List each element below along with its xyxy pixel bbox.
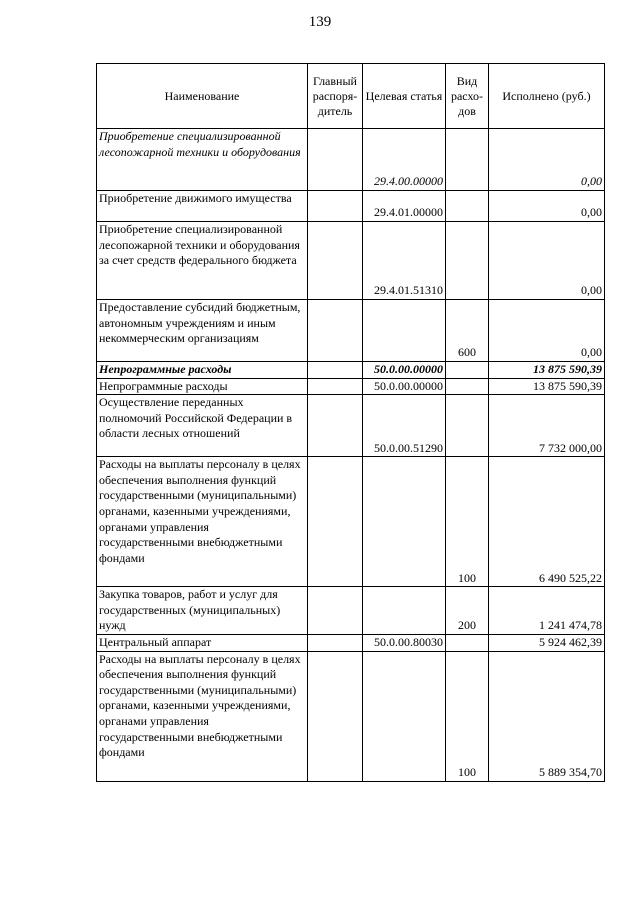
row-manager-cell — [308, 587, 363, 635]
row-manager-cell — [308, 222, 363, 300]
table-row — [97, 378, 605, 395]
row-kind-cell: 100 — [446, 651, 489, 781]
budget-table — [96, 63, 605, 782]
row-amount-cell: 0,00 — [489, 300, 605, 362]
row-amount-cell: 13 875 590,39 — [489, 362, 605, 379]
row-code-cell — [363, 457, 446, 587]
row-name-cell: Приобретение специализированной лесопожарной техники и оборудования — [97, 129, 308, 191]
row-name-cell: Осуществление переданных полномочий Российской Федерации в области лесных отношений — [97, 395, 308, 457]
row-amount-cell: 0,00 — [489, 129, 605, 191]
row-kind-cell — [446, 362, 489, 379]
table-row — [97, 634, 605, 651]
row-code-cell: 29.4.01.00000 — [363, 191, 446, 222]
row-manager-cell — [308, 634, 363, 651]
row-name-cell: Приобретение специализированной лесопожарной техники и оборудования за счет средств федерального бюджета — [97, 222, 308, 300]
row-amount-cell: 0,00 — [489, 191, 605, 222]
row-code-cell: 50.0.00.00000 — [363, 362, 446, 379]
header-amount: Исполнено (руб.) — [489, 64, 605, 129]
table-row — [97, 129, 605, 191]
row-code-cell — [363, 651, 446, 781]
row-kind-cell — [446, 129, 489, 191]
row-code-cell: 50.0.00.51290 — [363, 395, 446, 457]
row-manager-cell — [308, 191, 363, 222]
row-code-cell: 29.4.00.00000 — [363, 129, 446, 191]
row-name-cell: Предоставление субсидий бюджетным, автономным учреждениям и иным некоммерческим организациям — [97, 300, 308, 362]
row-manager-cell — [308, 457, 363, 587]
row-manager-cell — [308, 300, 363, 362]
row-amount-cell: 5 889 354,70 — [489, 651, 605, 781]
row-name-cell: Центральный аппарат — [97, 634, 308, 651]
row-kind-cell — [446, 634, 489, 651]
table-row — [97, 222, 605, 300]
row-amount-cell: 0,00 — [489, 222, 605, 300]
row-amount-cell: 1 241 474,78 — [489, 587, 605, 635]
row-amount-cell: 7 732 000,00 — [489, 395, 605, 457]
row-manager-cell — [308, 378, 363, 395]
row-code-cell — [363, 587, 446, 635]
header-article: Целевая статья — [363, 64, 446, 129]
row-code-cell: 29.4.01.51310 — [363, 222, 446, 300]
table-row — [97, 362, 605, 379]
header-name: Наименование — [97, 64, 308, 129]
row-manager-cell — [308, 129, 363, 191]
page-number: 139 — [308, 14, 332, 30]
table-row — [97, 300, 605, 362]
row-manager-cell — [308, 651, 363, 781]
row-name-cell: Непрограммные расходы — [97, 362, 308, 379]
row-kind-cell — [446, 395, 489, 457]
row-code-cell: 50.0.00.00000 — [363, 378, 446, 395]
header-manager: Главный распоря-дитель — [308, 64, 363, 129]
row-name-cell: Расходы на выплаты персоналу в целях обеспечения выполнения функций государственными (муниципальными) органами, казенными учреждениями, органами управления государственными внебюджетными фондами — [97, 457, 308, 587]
row-amount-cell: 5 924 462,39 — [489, 634, 605, 651]
table-row — [97, 457, 605, 587]
row-kind-cell — [446, 222, 489, 300]
row-manager-cell — [308, 362, 363, 379]
table-row — [97, 191, 605, 222]
header-kind: Вид расхо-дов — [446, 64, 489, 129]
row-kind-cell: 200 — [446, 587, 489, 635]
row-amount-cell: 6 490 525,22 — [489, 457, 605, 587]
row-kind-cell — [446, 191, 489, 222]
row-name-cell: Закупка товаров, работ и услуг для государственных (муниципальных) нужд — [97, 587, 308, 635]
table-row — [97, 587, 605, 635]
table-row — [97, 651, 605, 781]
row-name-cell: Приобретение движимого имущества — [97, 191, 308, 222]
row-amount-cell: 13 875 590,39 — [489, 378, 605, 395]
header-row — [97, 64, 605, 129]
row-code-cell — [363, 300, 446, 362]
row-name-cell: Непрограммные расходы — [97, 378, 308, 395]
row-kind-cell — [446, 378, 489, 395]
row-code-cell: 50.0.00.80030 — [363, 634, 446, 651]
row-name-cell: Расходы на выплаты персоналу в целях обеспечения выполнения функций государственными (муниципальными) органами, казенными учреждениями, органами управления государственными внебюджетными фондами — [97, 651, 308, 781]
row-manager-cell — [308, 395, 363, 457]
table-row — [97, 395, 605, 457]
row-kind-cell: 600 — [446, 300, 489, 362]
row-kind-cell: 100 — [446, 457, 489, 587]
